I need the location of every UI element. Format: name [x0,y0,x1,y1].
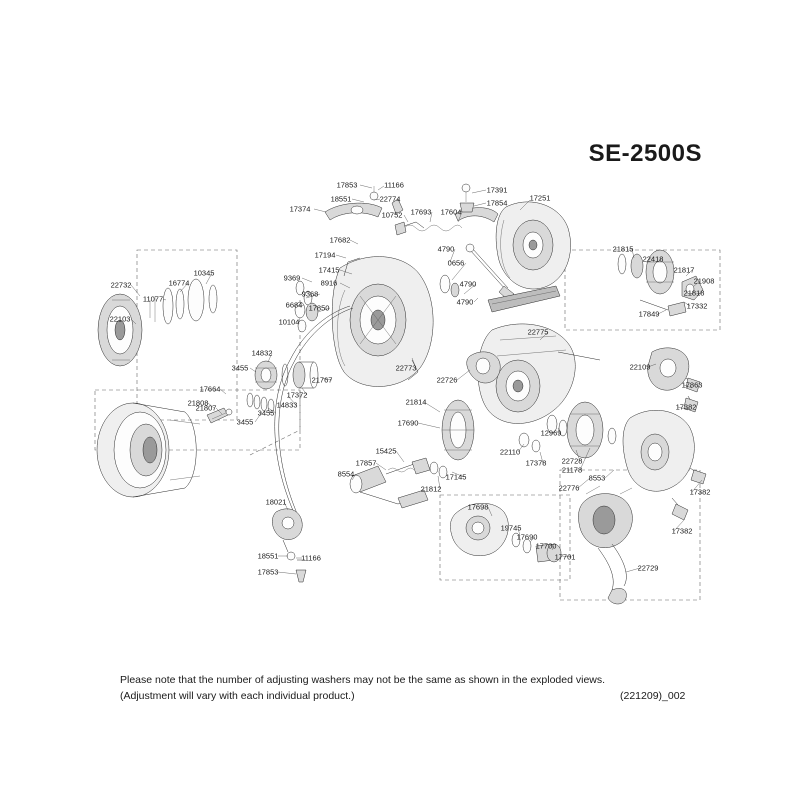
part-number-label: 18551 [257,551,279,561]
part-number-label: 21812 [420,484,442,494]
part-number-label: 17194 [314,250,336,260]
part-number-label: 21815 [612,244,634,254]
part-number-label: 22776 [558,483,580,493]
part-number-label: 3455 [236,417,254,427]
part-number-label: 17850 [308,303,330,313]
part-number-label: 17700 [535,541,557,551]
part-number-label: 8553 [588,473,606,483]
part-number-label: 9369 [283,273,301,283]
part-number-label: 17690 [397,418,419,428]
part-number-label: 17854 [486,198,508,208]
part-number-label: 10752 [381,210,403,220]
part-number-label: 17857 [355,458,377,468]
part-number-label: 22775 [527,327,549,337]
page-title: SE-2500S [588,140,702,167]
part-number-label: 17374 [289,204,311,214]
part-number-label: 17391 [486,185,508,195]
part-number-label: 11166 [384,180,404,190]
part-number-label: 17701 [554,552,576,562]
note-line-2: (Adjustment will vary with each individual product.) [120,690,355,702]
part-number-label: 4790 [456,297,474,307]
part-number-label: 22418 [642,254,664,264]
part-number-label: 21908 [693,276,715,286]
part-number-label: 17849 [638,309,660,319]
part-number-label: 22729 [637,563,659,573]
part-number-label: 21178 [561,465,583,475]
part-number-label: 21807 [195,403,217,413]
rotor-cup [455,184,571,289]
document-code: (221209)_002 [620,690,686,702]
part-number-label: 22774 [379,194,401,204]
handle-arm [578,486,632,604]
part-number-label: 19745 [500,523,522,533]
part-number-label: 21818 [683,288,705,298]
part-number-label: 17664 [199,384,221,394]
part-number-label: 17698 [467,502,489,512]
part-number-label: 3455 [257,408,275,418]
part-number-label: 11166 [301,553,321,563]
part-number-label: 14833 [276,400,298,410]
part-number-label: 10345 [193,268,215,278]
part-number-label: 17378 [525,458,547,468]
part-number-label: 11077 [142,294,164,304]
dash-group-spool-washers [137,250,237,420]
part-number-label: 21817 [673,265,695,275]
part-number-label: 17415 [318,265,340,275]
part-number-label: 17693 [410,207,432,217]
part-number-label: 12969 [540,428,562,438]
part-number-label: 22773 [395,363,417,373]
part-number-label: 4790 [437,244,455,254]
part-number-label: 17382 [689,487,711,497]
part-number-label: 4790 [459,279,477,289]
part-number-label: 17372 [286,390,308,400]
part-number-label: 6684 [285,300,303,310]
part-number-label: 17145 [445,472,467,482]
part-number-label: 18551 [330,194,352,204]
part-number-label: 8916 [320,278,338,288]
part-number-label: 22110 [499,447,521,457]
part-number-label: 9368 [301,289,319,299]
part-number-label: 18021 [265,497,287,507]
part-number-label: 16774 [168,278,190,288]
handle-knob-assembly [450,503,561,562]
part-number-label: 17382 [675,402,697,412]
part-number-label: 17332 [686,301,708,311]
part-number-label: 17382 [671,526,693,536]
part-number-label: 14832 [251,348,273,358]
part-number-label: 15425 [375,446,397,456]
part-number-label: 3455 [231,363,249,373]
part-number-label: 17682 [329,235,351,245]
part-number-label: 17690 [516,532,538,542]
part-number-label: 22732 [110,280,132,290]
part-number-label: 22103 [109,314,131,324]
part-number-label: 0656 [447,258,465,268]
part-number-label: 21808 [187,398,209,408]
part-number-label: 21814 [405,397,427,407]
part-number-label: 22726 [436,375,458,385]
part-number-label: 10104 [278,317,300,327]
part-number-label: 21767 [311,375,333,385]
part-number-label: 17251 [529,193,551,203]
part-number-label: 17853 [257,567,279,577]
part-number-label: 22728 [561,456,583,466]
note-line-1: Please note that the number of adjusting washers may not be the same as shown in the exploded views. [120,674,606,686]
part-number-label: 17604 [440,207,462,217]
part-number-label: 17853 [336,180,358,190]
part-number-label: 8554 [337,469,355,479]
rotor-housing [332,257,433,387]
part-number-label: 22109 [629,362,651,372]
part-number-label: 17863 [681,380,703,390]
